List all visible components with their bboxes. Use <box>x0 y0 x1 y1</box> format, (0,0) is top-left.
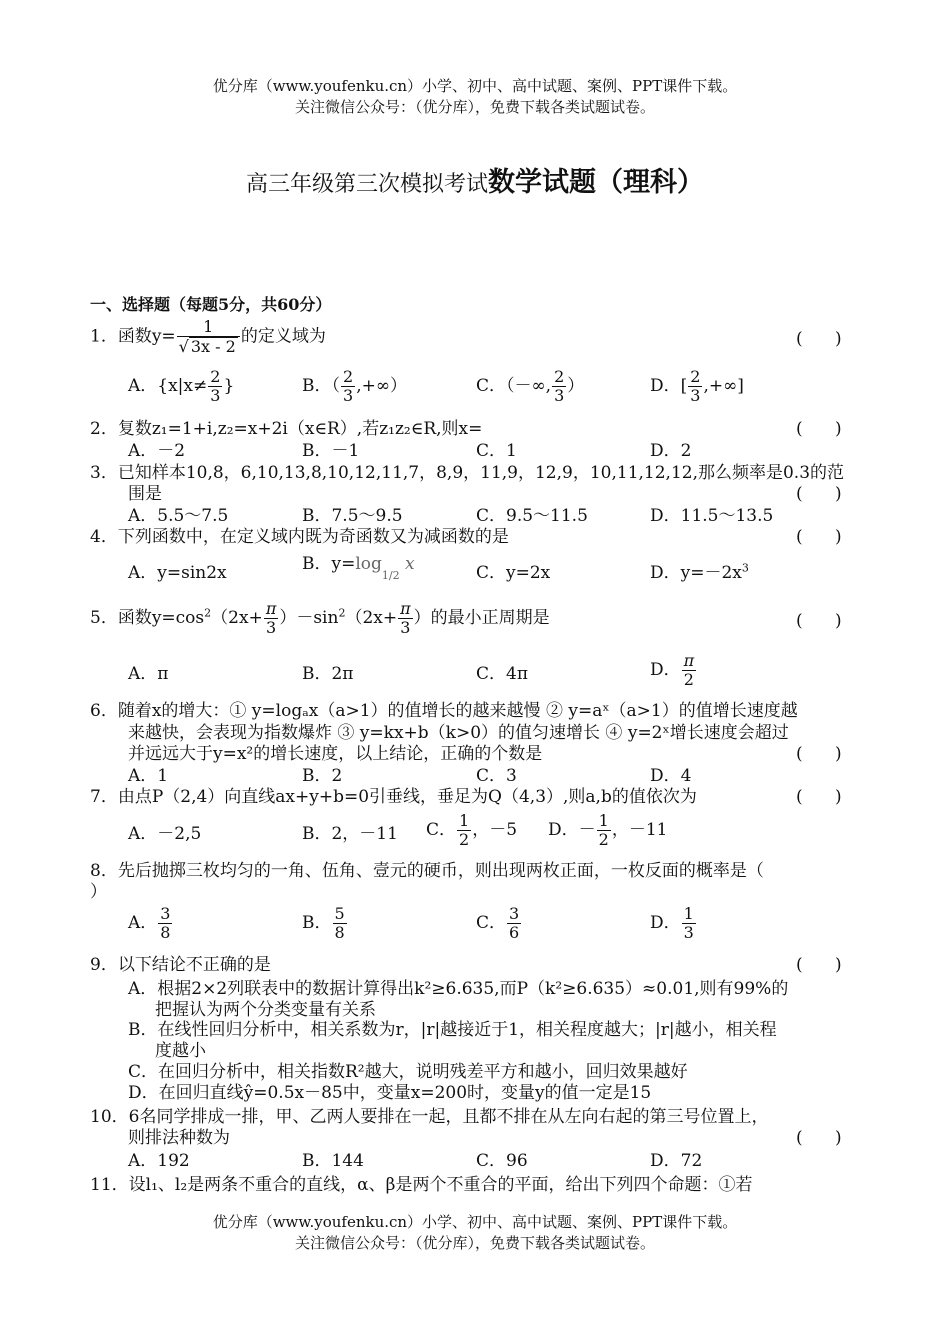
q9-stem: 9．以下结论不正确的是 <box>90 955 271 975</box>
q1-b-frac <box>341 368 355 405</box>
q5-d-den: 2 <box>683 670 694 689</box>
q5-tail: ）的最小正周期是 <box>413 608 550 628</box>
q9-option-b-line-1: B．在线性回归分析中，相关系数为r，|r|越接近于1，相关程度越大；|r|越小，相关程 <box>128 1020 777 1040</box>
q5-option-c: C．4π <box>476 664 528 684</box>
q5-cos: 5．函数y=cos <box>90 608 205 628</box>
q4-d-exp: 3 <box>741 561 749 575</box>
q6-line-1: 6．随着x的增大：① y=logₐx（a>1）的值增长的越来越慢 ② y=aˣ（a>1）的值增长速度越 <box>90 701 798 721</box>
q5-pi-2: π <box>400 599 411 618</box>
q1-c-frac <box>552 368 566 405</box>
q5-stem <box>90 600 550 637</box>
header-line-1: 优分库（www.youfenku.cn）小学、初中、高中试题、案例、PPT课件下载。 <box>212 77 738 95</box>
q6-option-d: D．4 <box>650 766 692 786</box>
footer-line-2: 关注微信公众号：（优分库），免费下载各类试题试卷。 <box>294 1234 655 1252</box>
q8-option-c <box>476 905 522 942</box>
q3-option-a: A．5.5～7.5 <box>128 506 229 526</box>
q3-stem-line-1: 3．已知样本10,8，6,10,13,8,10,12,11,7，8,9，11,9，12,9，10,11,12,12,那么频率是0.3的范 <box>90 463 845 483</box>
q1-a-tail: } <box>223 376 235 396</box>
q1-num: 1 <box>177 318 240 337</box>
q7-d-den: 2 <box>598 830 609 849</box>
q5-option-a: A．π <box>128 664 169 684</box>
q1-a-den: 3 <box>210 386 221 405</box>
q3-option-b: B．7.5～9.5 <box>302 506 403 526</box>
q2-stem: 2．复数z₁=1+i,z₂=x+2i（x∈R）,若z₁z₂∈R,则x= <box>90 419 483 439</box>
q1-d-frac <box>688 368 702 405</box>
q5-frac-1 <box>264 600 279 637</box>
page-title <box>0 160 950 199</box>
q1-c-tail: ） <box>567 376 585 396</box>
q5-three-1: 3 <box>265 618 277 637</box>
q10-line-2: 则排法种数为 <box>128 1128 230 1148</box>
q8-option-b <box>302 905 348 942</box>
q8-c-den: 6 <box>509 923 520 942</box>
q5-arg2: （2x+ <box>345 608 398 628</box>
q5-frac-2 <box>398 600 413 637</box>
q5-d-frac <box>682 652 697 689</box>
q6-line-2: 来越快，会表现为指数爆炸 ③ y=kx+b（k>0）的值匀速增长 ④ y=2ˣ增长速度会超过 <box>128 723 789 743</box>
q7-c-num: 1 <box>459 811 470 830</box>
q1-stem-a: 1．函数y= <box>90 326 176 347</box>
q8-c-text: C． <box>476 913 507 933</box>
q10-option-c: C．96 <box>476 1151 528 1171</box>
q1-den: 3x - 2 <box>190 337 236 356</box>
q9-option-a-line-2: 把握认为两个分类变量有关系 <box>155 1000 376 1020</box>
q3-stem-line-2: 围是 <box>128 484 162 504</box>
q5-d-text: D． <box>650 660 681 680</box>
q7-stem: 7．由点P（2,4）向直线ax+y+b=0引垂线，垂足为Q（4,3）,则a,b的值依次为 <box>90 787 697 807</box>
q4-b-log: log <box>355 554 382 574</box>
q9-option-a-line-1: A．根据2×2列联表中的数据计算得出k²≥6.635,而P（k²≥6.635）≈0.01,则有99%的 <box>128 979 789 999</box>
q8-d-den: 3 <box>683 923 694 942</box>
q3-option-d: D．11.5～13.5 <box>650 506 774 526</box>
q8-a-frac <box>158 905 172 942</box>
q7-option-b: B．2，－11 <box>302 824 398 844</box>
q7-c-tail: ，－5 <box>472 820 518 840</box>
title-main: 数学试题（理科） <box>488 167 704 198</box>
q4-option-a: A．y=sin2x <box>128 563 227 583</box>
q5-option-d <box>650 652 697 689</box>
q1-b-num: 2 <box>343 367 354 386</box>
q10-option-d: D．72 <box>650 1151 703 1171</box>
q9-option-b-line-2: 度越小 <box>155 1041 206 1061</box>
q1-c-den: 3 <box>554 386 565 405</box>
q3-option-c: C．9.5～11.5 <box>476 506 588 526</box>
q4-stem: 4．下列函数中，在定义域内既为奇函数又为减函数的是 <box>90 527 509 547</box>
q8-line-1: 8．先后抛掷三枚均匀的一角、伍角、壹元的硬币，则出现两枚正面，一枚反面的概率是（ <box>90 861 764 881</box>
q4-option-d <box>650 562 749 584</box>
q7-c-den: 2 <box>459 830 470 849</box>
q1-fraction <box>177 318 240 356</box>
q7-d-tail: ，－11 <box>611 820 668 840</box>
q1-b-den: 3 <box>343 386 354 405</box>
q1-b-text: B．（ <box>302 376 340 396</box>
q1-b-tail: ,+∞） <box>356 376 407 396</box>
q5-arg1: （2x+ <box>211 608 263 628</box>
q8-b-text: B． <box>302 913 332 933</box>
q7-c-frac <box>457 812 471 849</box>
q1-a-num: 2 <box>210 367 221 386</box>
q6-option-b: B．2 <box>302 766 343 786</box>
q1-d-den: 3 <box>690 386 701 405</box>
q8-d-frac <box>682 905 696 942</box>
q10-line-1: 10．6名同学排成一排，甲、乙两人要排在一起，且都不排在从左向右起的第三号位置上， <box>90 1107 769 1127</box>
q7-d-frac <box>597 812 611 849</box>
q5-sq2: 2 <box>338 606 346 620</box>
q2-option-c: C．1 <box>476 441 517 461</box>
q5-sq1: 2 <box>204 606 212 620</box>
footer-line-1: 优分库（www.youfenku.cn）小学、初中、高中试题、案例、PPT课件下载。 <box>212 1213 738 1231</box>
q8-b-den: 8 <box>334 923 345 942</box>
q8-b-num: 5 <box>334 904 345 923</box>
q7-d-text: D．－ <box>548 820 596 840</box>
q1-option-c <box>476 368 584 405</box>
q4-b-text: B．y= <box>302 554 356 574</box>
q1-d-tail: ,+∞] <box>703 376 744 396</box>
q4-b-logbase: 1/2 <box>381 569 400 582</box>
q6-line-3: 并远远大于y=x²的增长速度，以上结论，正确的个数是 <box>128 744 543 764</box>
section-heading: 一、选择题（每题5分，共60分） <box>90 295 332 314</box>
q10-option-a: A．192 <box>128 1151 190 1171</box>
q7-c-text: C． <box>426 820 457 840</box>
q5-pi-1: π <box>265 599 277 618</box>
q2-option-a: A．－2 <box>128 441 186 461</box>
q1-a-frac <box>208 368 222 405</box>
q7-option-a: A．－2,5 <box>128 824 202 844</box>
q6-option-a: A．1 <box>128 766 169 786</box>
q1-stem <box>90 318 326 356</box>
q11-line-1: 11．设l₁、l₂是两条不重合的直线，α、β是两个不重合的平面，给出下列四个命题：①若 <box>90 1175 753 1195</box>
q4-option-c: C．y=2x <box>476 563 551 583</box>
q1-c-num: 2 <box>554 367 565 386</box>
q5-sin: ）－sin <box>279 608 339 628</box>
q6-answer-paren: ( ) <box>796 744 842 764</box>
q8-option-a <box>128 905 173 942</box>
q5-three-2: 3 <box>400 618 411 637</box>
q7-answer-paren: ( ) <box>796 787 842 807</box>
q9-option-d: D．在回归直线ŷ=0.5x－85中，变量x=200时，变量y的值一定是15 <box>128 1083 652 1103</box>
q1-option-a <box>128 368 234 405</box>
q4-option-b <box>302 553 415 582</box>
q1-d-num: 2 <box>690 367 701 386</box>
q6-option-c: C．3 <box>476 766 517 786</box>
q7-d-num: 1 <box>598 811 609 830</box>
q8-b-frac <box>333 905 347 942</box>
q4-b-x: x <box>405 554 415 574</box>
q1-c-text: C．（－∞, <box>476 376 552 396</box>
q1-answer-paren: ( ) <box>796 329 842 349</box>
q4-d-text: D．y=－2x <box>650 563 742 583</box>
q8-c-num: 3 <box>509 904 520 923</box>
header-line-2: 关注微信公众号：（优分库），免费下载各类试题试卷。 <box>294 98 655 116</box>
q4-answer-paren: ( ) <box>796 527 842 547</box>
q1-option-b <box>302 368 407 405</box>
q7-option-c <box>426 812 517 849</box>
q8-d-text: D． <box>650 913 681 933</box>
title-prefix: 高三年级第三次模拟考试 <box>245 172 488 197</box>
q9-answer-paren: ( ) <box>796 955 842 975</box>
q8-a-den: 8 <box>160 923 171 942</box>
q2-option-d: D．2 <box>650 441 692 461</box>
q8-c-frac <box>507 905 521 942</box>
q1-stem-b: 的定义域为 <box>240 326 326 347</box>
q2-answer-paren: ( ) <box>796 419 842 439</box>
q1-a-text: A．{x|x≠ <box>128 376 208 396</box>
q10-answer-paren: ( ) <box>796 1128 842 1148</box>
q1-radical: √ <box>178 337 189 356</box>
q8-line-2: ） <box>90 882 107 902</box>
q1-option-d <box>650 368 744 405</box>
q9-option-c: C．在回归分析中，相关指数R²越大，说明残差平方和越小，回归效果越好 <box>128 1062 688 1082</box>
q1-d-text: D．[ <box>650 376 688 396</box>
q5-option-b: B．2π <box>302 664 354 684</box>
q8-option-d <box>650 905 697 942</box>
q8-a-text: A． <box>128 913 158 933</box>
q2-option-b: B．－1 <box>302 441 360 461</box>
q5-answer-paren: ( ) <box>796 611 842 631</box>
q10-option-b: B．144 <box>302 1151 364 1171</box>
q5-d-num: π <box>683 651 695 670</box>
q8-a-num: 3 <box>160 904 171 923</box>
q7-option-d <box>548 812 667 849</box>
q8-d-num: 1 <box>683 904 694 923</box>
q3-answer-paren: ( ) <box>796 484 842 504</box>
